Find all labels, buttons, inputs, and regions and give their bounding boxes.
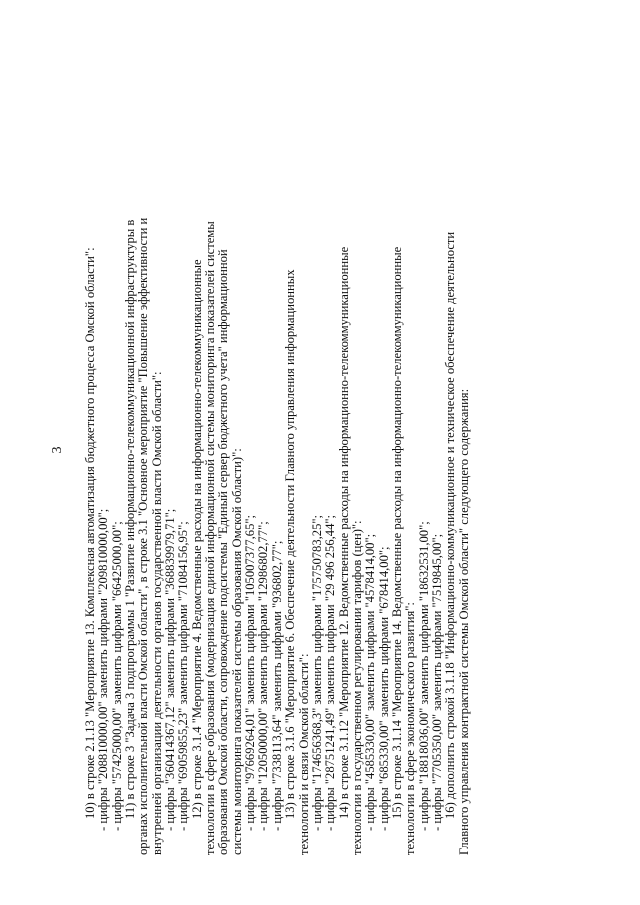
text-line: 10) в строке 2.1.13 "Мероприятие 13. Комплексная автоматизация бюджетного процесса Омской области": <box>83 247 97 819</box>
text-line: - цифры "208810000,00" заменить цифрами "209810000,00"; <box>96 508 111 831</box>
text-line: - цифры "57425000,00" заменить цифрами "66425000,00"; <box>109 521 124 831</box>
text-line: - цифры "69059855,23" заменить цифрами "71084156,95"; <box>176 521 191 831</box>
text-line: технологий и связи Омской области": <box>296 653 311 855</box>
text-line: системы мониторинга показателей системы образования Омской области)": <box>229 448 244 855</box>
text-line: - цифры "18818036,00" заменить цифрами "18632531,00"; <box>416 521 431 831</box>
text-line: Главного управления контрактной системы Омской области" следующего содержания: <box>456 388 471 855</box>
text-line: органах исполнительной власти Омской области", в строке 3.1 "Основное мероприятие "Повышение эффективности и <box>136 217 151 855</box>
text-line: - цифры "360414367,12" заменить цифрами "368839979,71"; <box>163 508 178 831</box>
text-line: - цифры "7705350,00" заменить цифрами "7519845,00"; <box>429 533 444 831</box>
text-line: образования Омской области, сопровождение подсистемы "Единый сервер бюджетного учета" информационной <box>216 249 231 855</box>
text-line: технологии в государственном регулировании тарифов (цен)": <box>349 520 364 855</box>
page-number: 3 <box>50 446 65 454</box>
text-line: - цифры "97669264,01" заменить цифрами "105007377,65"; <box>243 514 258 831</box>
text-line: 11) в строке 3 "Задача 3 подпрограммы 1 "Развитие информационно-телекоммуникационной инфраструктуры в <box>123 219 138 819</box>
text-line: 14) в строке 3.1.12 "Мероприятие 12. Ведомственные расходы на информационно-телекоммуникационные <box>336 246 351 819</box>
text-line: - цифры "7338113,64" заменить цифрами "936802,77"; <box>269 540 284 831</box>
text-line: - цифры "174656368,3" заменить цифрами "175750783,25"; <box>309 514 324 831</box>
text-line: 15) в строке 3.1.14 "Мероприятие 14. Ведомственные расходы на информационно-телекоммуникационные <box>389 246 404 819</box>
text-line: - цифры "4585330,00" заменить цифрами "4578414,00"; <box>363 533 378 831</box>
text-line: - цифры "12050000,00" заменить цифрами "12986802,77"; <box>256 521 271 831</box>
text-line: 13) в строке 3.1.6 "Мероприятие 6. Обеспечение деятельности Главного управления информационных <box>283 269 298 819</box>
text-line: технологии в сфере экономического развития": <box>403 602 418 855</box>
text-line: - цифры "685330,00" заменить цифрами "678414,00"; <box>376 546 391 831</box>
text-line: - цифры "28751241,49" заменить цифрами "29 496 256,44"; <box>323 514 338 831</box>
text-line: 12) в строке 3.1.4 "Мероприятие 4. Ведомственные расходы на информационно-телекоммуникационные <box>189 259 204 819</box>
text-line: внутренней организации деятельности органов государственной власти Омской области": <box>149 371 164 855</box>
rotated-text-block <box>50 45 590 855</box>
text-lines <box>84 45 471 855</box>
text-line: 16) дополнить строкой 3.1.18 "Информационно-коммуникационное и техническое обеспечение деятельности <box>443 231 458 819</box>
text-line: технологии в сфере образования (модернизация единой информационной системы мониторинга показателей системы <box>203 221 218 855</box>
